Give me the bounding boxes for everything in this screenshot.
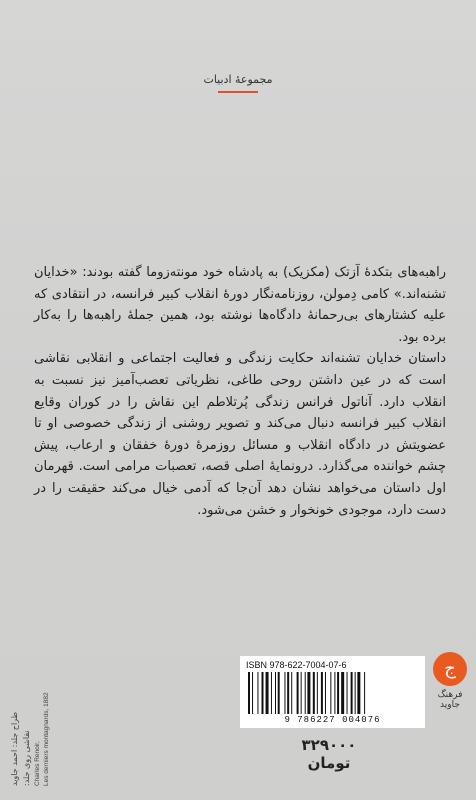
- barcode-bar: [248, 672, 250, 714]
- barcode-bar: [355, 672, 356, 714]
- designer-credit: طراح جلد: احمد جاوید: [10, 712, 19, 786]
- cover-credits: [10, 668, 70, 788]
- barcode-bar: [257, 672, 258, 714]
- painter-name: Charles Renoir,: [34, 741, 41, 786]
- barcode-bar: [266, 672, 269, 714]
- barcode-bars: [246, 672, 418, 714]
- barcode-bar: [287, 672, 289, 714]
- barcode-bar: [357, 672, 360, 714]
- barcode-bar: [278, 672, 280, 714]
- barcode-bar: [334, 672, 335, 714]
- barcode-bar: [313, 672, 315, 714]
- series-label: مجموعهٔ ادبیات: [203, 73, 273, 86]
- barcode-bar: [252, 672, 253, 714]
- barcode-bar: [291, 672, 292, 714]
- barcode-label: [240, 656, 425, 728]
- series-underline: [218, 91, 258, 93]
- barcode-bar: [337, 672, 339, 714]
- painting-credit-label: نقاشی روی جلد:: [22, 730, 31, 786]
- barcode-bar: [325, 672, 326, 714]
- barcode-bar: [317, 672, 318, 714]
- barcode-bar: [305, 672, 306, 714]
- barcode-bar: [321, 672, 323, 714]
- isbn-text: ISBN 978-622-7004-07-6: [246, 660, 347, 670]
- blurb-text: [34, 262, 446, 521]
- barcode-bar: [284, 672, 285, 714]
- barcode-bar: [307, 672, 310, 714]
- barcode-digits: 9 786227 004076: [284, 715, 381, 725]
- blurb-paragraph-2: داستان خدایان تشنه‌اند حکایت زندگی و فعالیت اجتماعی و انقلابی نقاشی است که در عین داشتن روحی طاغی، نظریاتی تعصب‌آمیز نیز نسبت به انقلاب دارد. آناتول فرانس زندگی پُرتلاطم این نقاش را در کوران وقایع انقلاب کبیر فرانسه دنبال می‌کند و تصویر روشنی از زندگی خصوصی او تا عضویتش در دادگاه انقلاب و مسائل روزمرهٔ دورهٔ خفقان و ارعاب، پیش چشم خواننده می‌گذارد. درونمایهٔ اصلی قصه، تعصبات مرامی است. قهرمان اول داستان می‌خواهد نشان دهد آن‌جا که آدمی خیال می‌کند حقیقت را در دست دارد، موجودی خونخوار و خشن می‌شود.: [34, 351, 446, 518]
- barcode-bar: [364, 672, 365, 714]
- barcode-bar: [262, 672, 264, 714]
- publisher-logo: [430, 652, 470, 716]
- barcode-bar: [271, 672, 272, 714]
- barcode-bar: [330, 672, 331, 714]
- blurb-paragraph-1: راهبه‌های بتکدهٔ آزتک (مکزیک) به پادشاه خود مونته‌زوما گفته بودند: «خدایان تشنه‌اند.» کامی دِمولن، روزنامه‌نگار دورهٔ انقلاب کبیر فرانسه، در انتقادی که علیه کشتارهای بی‌رحمانهٔ دادگاه‌ها نوشته بود، همین جملهٔ راهبه‌ها را به‌کار برده بود.: [34, 265, 446, 345]
- publisher-logo-icon: ج: [433, 652, 467, 686]
- barcode-bar: [347, 672, 348, 714]
- series-header: [0, 68, 476, 93]
- barcode-bar: [351, 672, 353, 714]
- barcode-bar: [297, 672, 299, 714]
- barcode-bar: [341, 672, 344, 714]
- publisher-name: فرهنگ جاوید: [437, 690, 463, 710]
- painting-title: Les derniers montagnards, 1882: [43, 692, 50, 786]
- barcode-bar: [275, 672, 276, 714]
- price-label: ۳۲۹۰۰۰ تومان: [301, 736, 357, 772]
- barcode-bar: [301, 672, 302, 714]
